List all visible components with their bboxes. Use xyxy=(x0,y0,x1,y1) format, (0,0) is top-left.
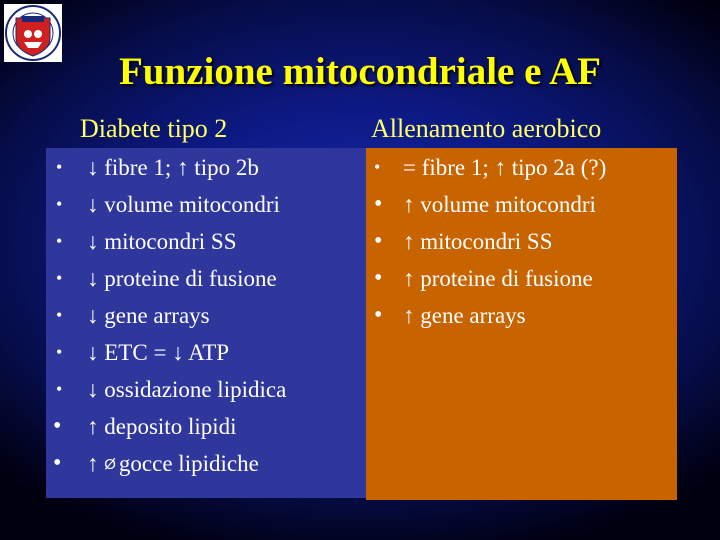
aerobic-list xyxy=(371,149,606,334)
bullet-icon: • xyxy=(56,379,63,399)
bullet-icon: • xyxy=(56,157,63,177)
list-item: • ↓ ETC = ↓ ATP xyxy=(50,334,286,371)
bullet-icon: • xyxy=(56,268,63,288)
list-item: • ↓ gene arrays xyxy=(50,297,286,334)
aerobic-column-heading: Allenamento aerobico xyxy=(371,114,602,143)
bullet-icon: • xyxy=(56,305,63,325)
list-item: • ↑ mitocondri SS xyxy=(371,223,606,260)
bullet-icon: • xyxy=(53,450,62,476)
list-item: • ↑ proteine di fusione xyxy=(371,260,606,297)
list-item: • ↓ ossidazione lipidica xyxy=(50,371,286,408)
bullet-icon: • xyxy=(374,265,383,291)
bullet-icon: • xyxy=(56,194,63,214)
diabetes-list xyxy=(50,149,286,482)
bullet-icon: • xyxy=(374,191,383,217)
bullet-icon: • xyxy=(374,157,381,177)
list-item: • ↓ volume mitocondri xyxy=(50,186,286,223)
list-item: • ↓ proteine di fusione xyxy=(50,260,286,297)
list-item: • ↑ gene arrays xyxy=(371,297,606,334)
bullet-icon: • xyxy=(374,302,383,328)
empty-set-symbol: Ø xyxy=(104,456,116,473)
list-item: • ↓ mitocondri SS xyxy=(50,223,286,260)
list-item: • ↑ volume mitocondri xyxy=(371,186,606,223)
list-item: • = fibre 1; ↑ tipo 2a (?) xyxy=(371,149,606,186)
list-item: • ↓ fibre 1; ↑ tipo 2b xyxy=(50,149,286,186)
slide-title: Funzione mitocondriale e AF xyxy=(118,50,602,93)
list-item: • ↑ Ø gocce lipidiche xyxy=(50,445,286,482)
bullet-icon: • xyxy=(374,228,383,254)
list-item: • ↑ deposito lipidi xyxy=(50,408,286,445)
diabetes-column-heading: Diabete tipo 2 xyxy=(80,114,228,143)
bullet-icon: • xyxy=(56,342,63,362)
bullet-icon: • xyxy=(56,231,63,251)
bullet-icon: • xyxy=(53,413,62,439)
